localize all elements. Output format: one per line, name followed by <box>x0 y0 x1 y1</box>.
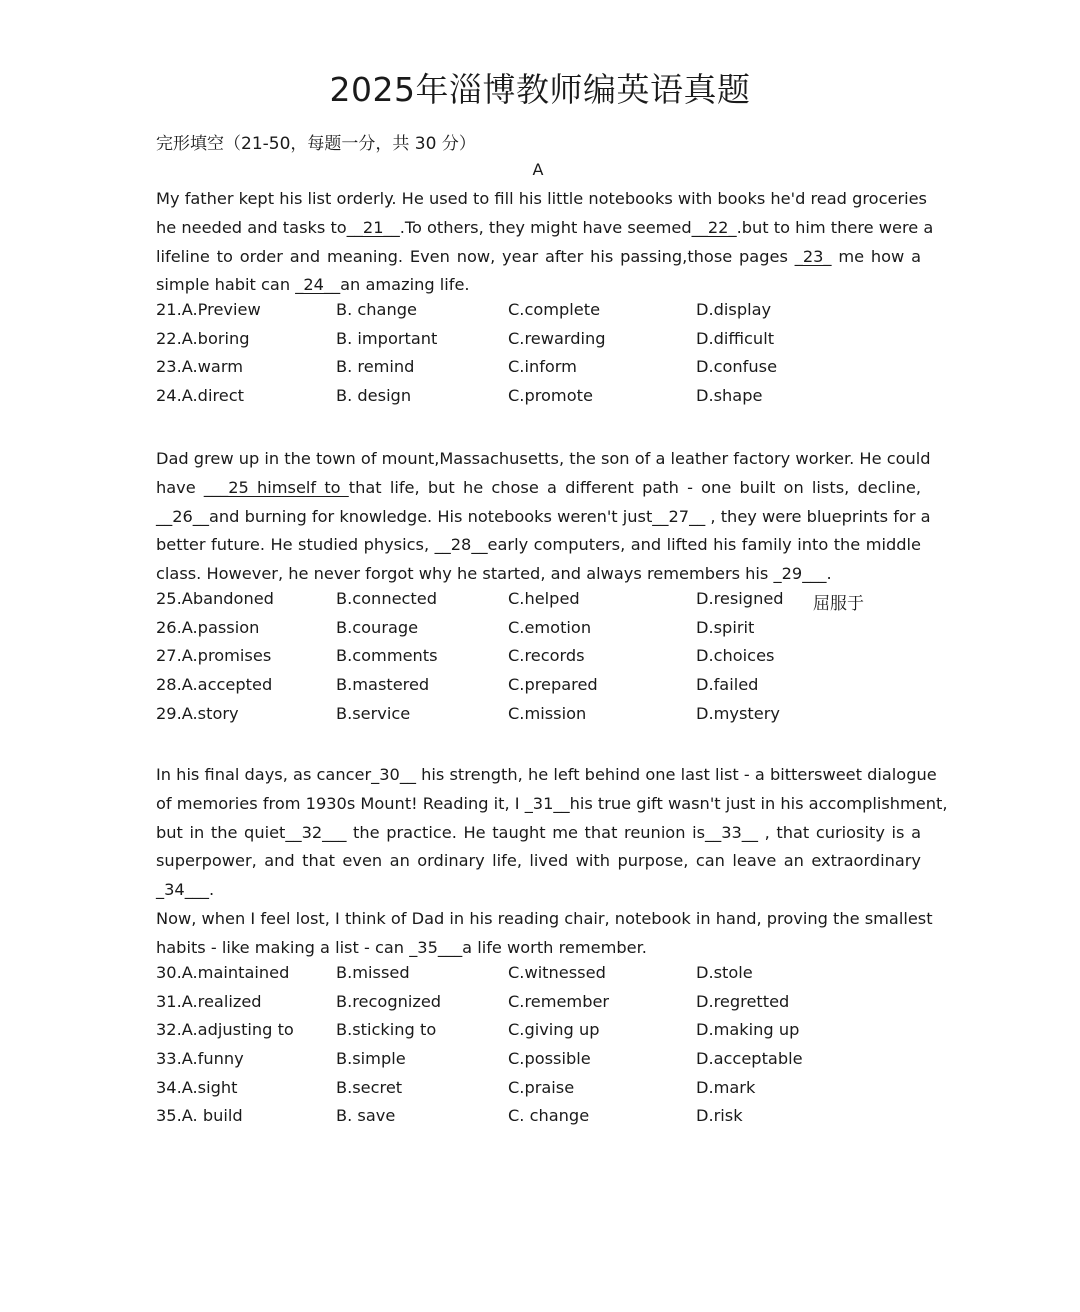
option-choice-c[interactable]: C.witnessed <box>508 963 606 982</box>
option-choice-a[interactable]: 21.A.Preview <box>156 300 261 319</box>
option-choice-a[interactable]: 27.A.promises <box>156 646 272 666</box>
option-choice-a[interactable]: 25.Abandoned <box>156 589 274 608</box>
option-choice-b[interactable]: B. design <box>336 386 412 406</box>
option-choice-b[interactable]: B. change <box>336 300 417 319</box>
option-choice-c[interactable]: C. change <box>508 1106 590 1126</box>
option-choice-c[interactable]: C.mission <box>508 703 587 723</box>
paragraph-line <box>156 214 934 243</box>
paragraph-line <box>156 531 921 560</box>
paragraph-line <box>156 934 921 963</box>
option-choice-d[interactable]: D.stole <box>696 963 753 982</box>
option-choice-c[interactable]: C.giving up <box>508 1020 600 1040</box>
option-choice-d[interactable]: D.difficult <box>696 328 775 348</box>
paragraph-4 <box>156 905 933 963</box>
paragraph-line <box>156 790 948 819</box>
passage-label: A <box>532 160 544 179</box>
option-choice-a[interactable]: 32.A.adjusting to <box>156 1020 294 1040</box>
option-choice-a[interactable]: 22.A.boring <box>156 328 250 348</box>
option-choice-b[interactable]: B.missed <box>336 963 410 982</box>
paragraph-line <box>156 560 921 589</box>
option-choice-c[interactable]: C.rewarding <box>508 328 606 348</box>
option-choice-a[interactable]: 35.A. build <box>156 1106 243 1126</box>
paragraph-line <box>156 503 931 532</box>
paragraph-text: have <box>156 477 204 497</box>
option-choice-a[interactable]: 29.A.story <box>156 703 239 723</box>
paragraph-text: __26__and burning for knowledge. His notebooks weren't just__27__ , they were blueprints for a <box>156 506 931 526</box>
option-choice-b[interactable]: B.mastered <box>336 675 430 695</box>
option-choice-a[interactable]: 24.A.direct <box>156 386 244 406</box>
paragraph-line <box>156 271 921 300</box>
option-choice-b[interactable]: B.simple <box>336 1049 406 1069</box>
paragraph-line <box>156 185 927 214</box>
paragraph-3 <box>156 761 948 905</box>
option-choice-c[interactable]: C.records <box>508 646 585 666</box>
option-choice-d[interactable]: D.confuse <box>696 357 778 377</box>
paragraph-2 <box>156 445 931 589</box>
paragraph-text: but in the quiet__32___ the practice. He taught me that reunion is__33__ , that curiosity is a <box>156 822 921 842</box>
option-choice-a[interactable]: 33.A.funny <box>156 1049 244 1069</box>
option-choice-d[interactable]: D.regretted <box>696 991 790 1011</box>
option-choice-b[interactable]: B. remind <box>336 357 415 377</box>
paragraph-text: Dad grew up in the town of mount,Massachusetts, the son of a leather factory worker. He could <box>156 449 931 468</box>
option-choice-b[interactable]: B.connected <box>336 589 438 608</box>
paragraph-text: .To others, they might have seemed <box>399 217 692 237</box>
option-choice-b[interactable]: B.sticking to <box>336 1020 437 1040</box>
answer-blank: ___25 himself to <box>203 477 349 497</box>
option-choice-c[interactable]: C.helped <box>508 589 580 608</box>
option-choice-d[interactable]: D.choices <box>696 646 775 666</box>
option-choice-a[interactable]: 28.A.accepted <box>156 675 273 695</box>
option-choice-d[interactable]: D.shape <box>696 386 763 406</box>
section-heading: 完形填空（21-50，每题一分，共 30 分） <box>156 134 476 154</box>
paragraph-line <box>156 243 921 272</box>
paragraph-text: lifeline to order and meaning. Even now, year after his passing,those pages <box>156 246 795 266</box>
paragraph-text: Now, when I feel lost, I think of Dad in his reading chair, notebook in hand, proving the smallest <box>156 909 933 928</box>
answer-blank: _24__ <box>295 275 341 295</box>
paragraph-text: that life, but he chose a different path - one built on lists, decline, <box>348 477 921 497</box>
paragraph-text: My father kept his list orderly. He used to fill his little notebooks with books he'd read groceries <box>156 189 927 208</box>
option-choice-d[interactable]: D.spirit <box>696 617 755 637</box>
option-choice-b[interactable]: B.comments <box>336 646 438 666</box>
option-choice-b[interactable]: B.recognized <box>336 991 442 1011</box>
option-choice-c[interactable]: C.emotion <box>508 617 592 637</box>
paragraph-text: of memories from 1930s Mount! Reading it, I _31__his true gift wasn't just in his accomplishment, <box>156 793 948 813</box>
option-choice-b[interactable]: B. save <box>336 1106 396 1126</box>
paragraph-text: me how a <box>831 246 921 266</box>
option-choice-d[interactable]: D.failed <box>696 675 759 695</box>
paragraph-line <box>156 876 921 905</box>
paragraph-text: .but to him there were a <box>736 217 934 237</box>
handwritten-note: 屈服于 <box>813 594 864 614</box>
option-choice-c[interactable]: C.possible <box>508 1049 591 1069</box>
option-choice-b[interactable]: B.service <box>336 703 411 723</box>
option-choice-c[interactable]: C.promote <box>508 386 593 406</box>
page-title: 2025年淄博教师编英语真题 <box>329 70 751 109</box>
paragraph-text: he needed and tasks to <box>156 217 347 237</box>
option-choice-d[interactable]: D.display <box>696 300 772 319</box>
paragraph-text: class. However, he never forgot why he started, and always remembers his _29___. <box>156 564 832 584</box>
paragraph-text: superpower, and that even an ordinary life, lived with purpose, can leave an extraordinary <box>156 851 921 871</box>
option-choice-b[interactable]: B. important <box>336 328 438 348</box>
paragraph-text: habits - like making a list - can _35___a life worth remember. <box>156 937 647 957</box>
paragraph-text: better future. He studied physics, __28__early computers, and lifted his family into the middle <box>156 535 921 555</box>
option-choice-c[interactable]: C.praise <box>508 1077 575 1097</box>
option-choice-d[interactable]: D.making up <box>696 1020 800 1040</box>
paragraph-1 <box>156 185 934 300</box>
option-choice-d[interactable]: D.risk <box>696 1106 743 1126</box>
paragraph-line <box>156 905 933 934</box>
option-choice-d[interactable]: D.mark <box>696 1077 756 1097</box>
option-choice-a[interactable]: 30.A.maintained <box>156 963 290 982</box>
paragraph-text: an amazing life. <box>340 275 470 295</box>
paragraph-line <box>156 445 931 474</box>
paragraph-line <box>156 474 921 503</box>
answer-blank: __22_ <box>691 217 737 237</box>
option-choice-b[interactable]: B.courage <box>336 617 419 637</box>
option-choice-d[interactable]: D.resigned <box>696 589 784 608</box>
paragraph-text: simple habit can <box>156 275 296 295</box>
paragraph-line <box>156 819 921 848</box>
answer-blank: _23_ <box>794 246 832 266</box>
option-choice-a[interactable]: 23.A.warm <box>156 357 243 377</box>
paragraph-text: In his final days, as cancer_30__ his strength, he left behind one last list - a bittersweet dialogue <box>156 765 937 784</box>
option-choice-d[interactable]: D.mystery <box>696 703 780 723</box>
paragraph-line <box>156 761 937 790</box>
paragraph-line <box>156 847 921 876</box>
answer-blank: __21__ <box>346 217 400 237</box>
option-choice-a[interactable]: 31.A.realized <box>156 991 262 1011</box>
option-choice-a[interactable]: 26.A.passion <box>156 617 260 637</box>
option-choice-c[interactable]: C.remember <box>508 991 610 1011</box>
option-choice-c[interactable]: C.inform <box>508 357 577 377</box>
option-choice-a[interactable]: 34.A.sight <box>156 1077 238 1097</box>
paragraph-text: _34___. <box>156 880 215 900</box>
option-choice-d[interactable]: D.acceptable <box>696 1049 803 1069</box>
option-choice-c[interactable]: C.complete <box>508 300 601 319</box>
option-choice-c[interactable]: C.prepared <box>508 675 598 695</box>
option-choice-b[interactable]: B.secret <box>336 1077 403 1097</box>
